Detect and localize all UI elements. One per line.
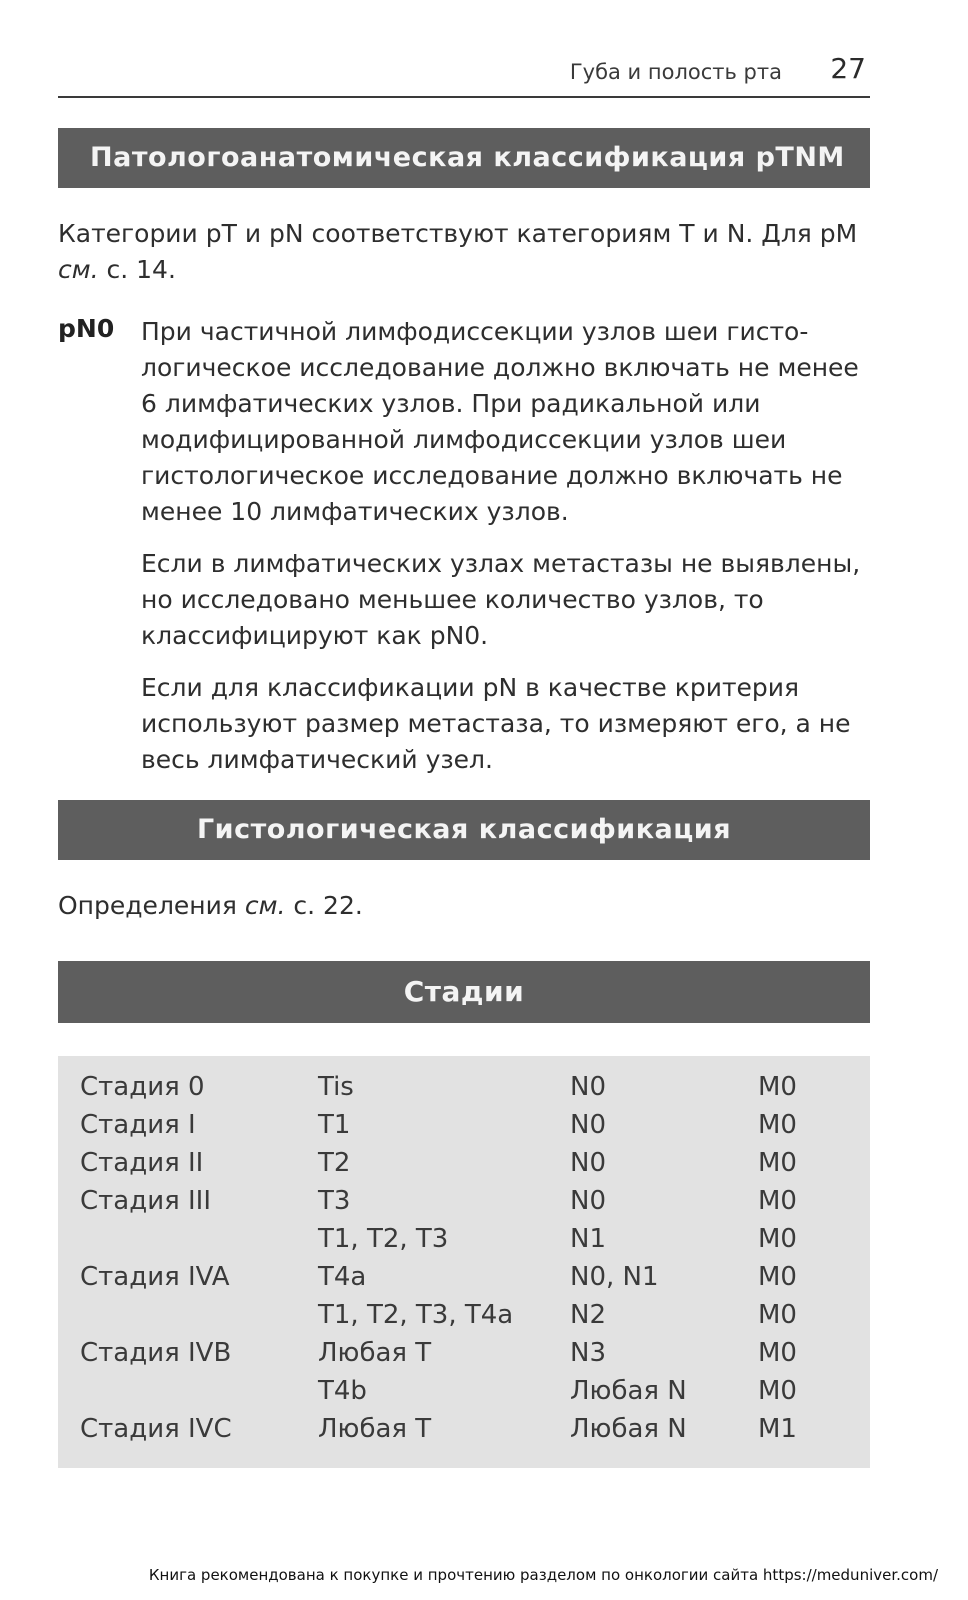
running-title: Губа и полость рта <box>569 60 782 84</box>
stage-cell: Стадия IVC <box>80 1414 232 1444</box>
m-cell: M0 <box>758 1300 797 1330</box>
table-row <box>58 1372 870 1410</box>
intro-reference: см. <box>58 255 99 284</box>
t-cell: Любая T <box>318 1414 432 1444</box>
stage-cell: Стадия II <box>80 1148 204 1178</box>
stages-table <box>58 1056 870 1468</box>
n-cell: N0, N1 <box>570 1262 659 1292</box>
histology-def-reference: см. <box>244 891 286 920</box>
t-cell: T4b <box>318 1376 367 1406</box>
stage-cell: Стадия IVA <box>80 1262 230 1292</box>
n-cell: Любая N <box>570 1414 687 1444</box>
table-row <box>58 1068 870 1106</box>
n-cell: N0 <box>570 1148 606 1178</box>
section-heading-ptnm: Патологоанатомическая классификация pTNM <box>58 128 870 188</box>
n-cell: N3 <box>570 1338 606 1368</box>
stage-cell: Стадия I <box>80 1110 196 1140</box>
t-cell: T3 <box>318 1186 351 1216</box>
table-row <box>58 1296 870 1334</box>
m-cell: M0 <box>758 1186 797 1216</box>
section-heading-stages: Стадии <box>58 961 870 1023</box>
m-cell: M0 <box>758 1338 797 1368</box>
m-cell: M0 <box>758 1148 797 1178</box>
stage-cell: Стадия III <box>80 1186 212 1216</box>
pn0-paragraph-2: Если в лимфатических узлах метастазы не выявлены, но исследовано меньшее количество узлов, то классифицируют как pN0. <box>141 549 861 650</box>
n-cell: N0 <box>570 1186 606 1216</box>
running-header <box>58 46 870 98</box>
histology-definition <box>58 888 858 924</box>
table-row <box>58 1144 870 1182</box>
pn0-paragraph-1: При частичной лимфодиссекции узлов шеи гистологическое исследование должно включать не менее 6 лимфатических узлов. При радикальной или модифицированной лимфодиссекции узлов шеи гистологическое исследование должно включать не менее 10 лимфатических узлов. <box>141 317 859 526</box>
table-row <box>58 1220 870 1258</box>
m-cell: M1 <box>758 1414 797 1444</box>
histology-def-page-ref: с. 22. <box>285 891 363 920</box>
n-cell: N0 <box>570 1072 606 1102</box>
t-cell: T1, T2, T3, T4a <box>318 1300 514 1330</box>
m-cell: M0 <box>758 1224 797 1254</box>
m-cell: M0 <box>758 1072 797 1102</box>
t-cell: Tis <box>318 1072 354 1102</box>
t-cell: T2 <box>318 1148 351 1178</box>
ptnm-intro-paragraph <box>58 216 878 288</box>
m-cell: M0 <box>758 1262 797 1292</box>
t-cell: T1 <box>318 1110 351 1140</box>
n-cell: Любая N <box>570 1376 687 1406</box>
n-cell: N1 <box>570 1224 606 1254</box>
histology-def-text: Определения <box>58 891 245 920</box>
table-row <box>58 1106 870 1144</box>
pn0-paragraph-3: Если для классификации pN в качестве критерия используют размер метастаза, то измеряют его, а не весь лимфатический узел. <box>141 673 851 774</box>
t-cell: T1, T2, T3 <box>318 1224 449 1254</box>
footer-note: Книга рекомендована к покупке и прочтению разделом по онкологии сайта https://meduniver.com/ <box>148 1566 938 1584</box>
t-cell: Любая T <box>318 1338 432 1368</box>
n-cell: N0 <box>570 1110 606 1140</box>
m-cell: M0 <box>758 1376 797 1406</box>
table-row <box>58 1334 870 1372</box>
intro-page-ref: с. 14. <box>98 255 176 284</box>
stage-cell: Стадия 0 <box>80 1072 205 1102</box>
section-heading-histology: Гистологическая классификация <box>58 800 870 860</box>
page-number: 27 <box>830 52 866 85</box>
stage-cell: Стадия IVB <box>80 1338 232 1368</box>
pn0-term: pN0 <box>58 314 115 343</box>
table-row <box>58 1410 870 1448</box>
intro-text: Категории pT и pN соответствуют категориям T и N. Для pM <box>58 219 858 248</box>
t-cell: T4a <box>318 1262 367 1292</box>
n-cell: N2 <box>570 1300 606 1330</box>
table-row <box>58 1258 870 1296</box>
table-row <box>58 1182 870 1220</box>
m-cell: M0 <box>758 1110 797 1140</box>
